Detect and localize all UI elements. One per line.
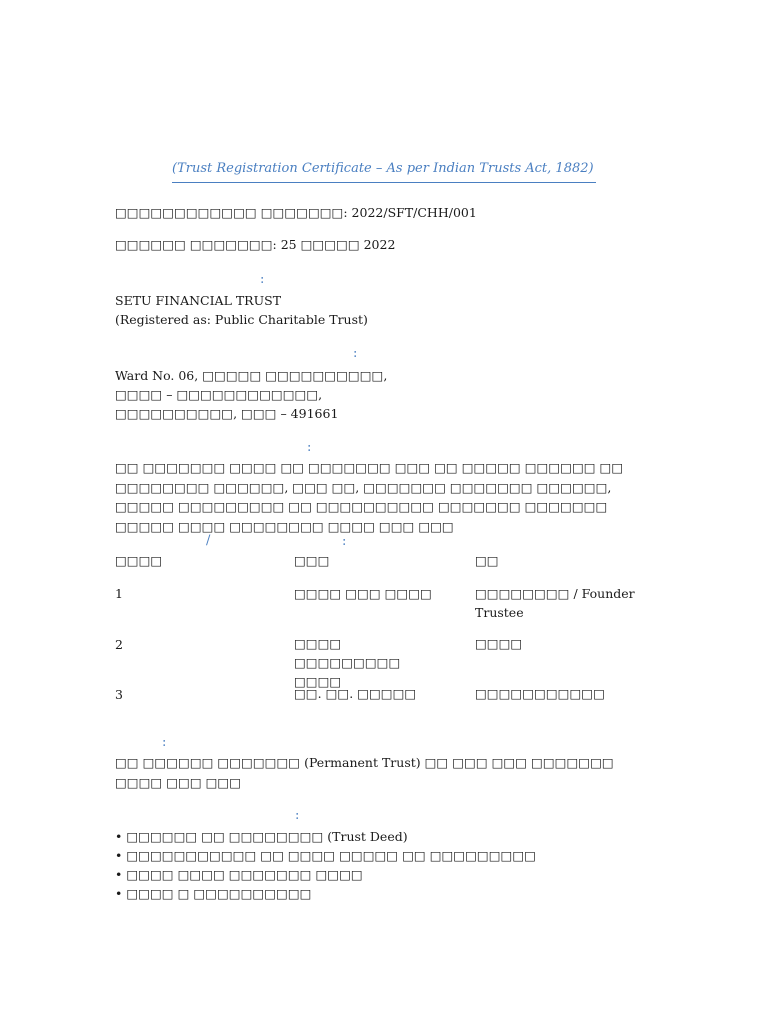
- table-cell-sno: 1: [115, 586, 123, 601]
- trust-name: SETU FINANCIAL TRUST: [115, 293, 282, 308]
- documents-heading-colon: :: [295, 808, 300, 823]
- list-item-text: □□□□□□ □□ □□□□□□□□ (Trust Deed): [126, 829, 408, 844]
- status-heading-colon: :: [162, 735, 167, 750]
- bullet-icon: •: [115, 886, 123, 901]
- list-item-text: □□□□□□□□□□□ □□ □□□□ □□□□□ □□ □□□□□□□□□: [126, 848, 536, 863]
- trust-type: (Registered as: Public Charitable Trust): [115, 312, 368, 327]
- table-cell-sno: 3: [115, 687, 123, 702]
- table-header-name: □□□: [294, 553, 330, 568]
- certification-text: □□ □□□□□□□ □□□□ □□ □□□□□□□ □□□ □□ □□□□□ □□□□□□ □□ □□□□□□□□ □□□□□□, □□□ □□, □□□□□□□ □□□□□□□ □□□□□□, □□□□□ □□□□□□□□□ □□ □□□□□□□□□□ □□□□□□□ □□□□□□□ □□□□□ □□□□ □□□□□□□□ □□□□ □□□ □□□: [115, 460, 624, 534]
- registration-number: □□□□□□□□□□□□ □□□□□□□: 2022/SFT/CHH/001: [115, 205, 477, 220]
- certification-heading-colon: :: [307, 440, 312, 455]
- table-cell-role: □□□□: [475, 636, 523, 651]
- trustees-heading-slash: /: [206, 533, 211, 548]
- list-item-text: □□□□ □□□□ □□□□□□□ □□□□: [126, 867, 363, 882]
- table-cell-name: □□□□ □□□□□□□□□ □□□□: [294, 636, 401, 689]
- address-line-2: □□□□ – □□□□□□□□□□□□,: [115, 387, 323, 402]
- certificate-subtitle: (Trust Registration Certificate – As per Indian Trusts Act, 1882): [172, 160, 596, 183]
- bullet-icon: •: [115, 867, 123, 882]
- list-item-text: □□□□ □ □□□□□□□□□□: [126, 886, 312, 901]
- table-header-sno: □□□□: [115, 553, 163, 568]
- table-cell-name: □□□□ □□□ □□□□: [294, 586, 432, 601]
- bullet-icon: •: [115, 829, 123, 844]
- list-item: [115, 827, 408, 846]
- registration-date: □□□□□□ □□□□□□□: 25 □□□□□ 2022: [115, 237, 396, 252]
- table-cell-sno: 2: [115, 637, 123, 652]
- table-cell-role: □□□□□□□□□□□: [475, 686, 605, 701]
- table-cell-name: □□. □□. □□□□□: [294, 686, 417, 701]
- address-heading-colon: :: [353, 346, 358, 361]
- table-header-role: □□: [475, 553, 499, 568]
- address-line-1: Ward No. 06, □□□□□ □□□□□□□□□□,: [115, 368, 388, 383]
- list-item: [115, 846, 536, 865]
- address-line-3: □□□□□□□□□□, □□□ – 491661: [115, 406, 339, 421]
- status-text: □□ □□□□□□ □□□□□□□ (Permanent Trust) □□ □□□ □□□ □□□□□□□ □□□□ □□□ □□□: [115, 755, 614, 790]
- trust-name-heading-colon: :: [260, 272, 265, 287]
- bullet-icon: •: [115, 848, 123, 863]
- list-item: [115, 884, 311, 903]
- list-item: [115, 865, 363, 884]
- table-cell-role: □□□□□□□□ / Founder Trustee: [475, 586, 635, 620]
- trustees-heading-colon: :: [342, 534, 347, 549]
